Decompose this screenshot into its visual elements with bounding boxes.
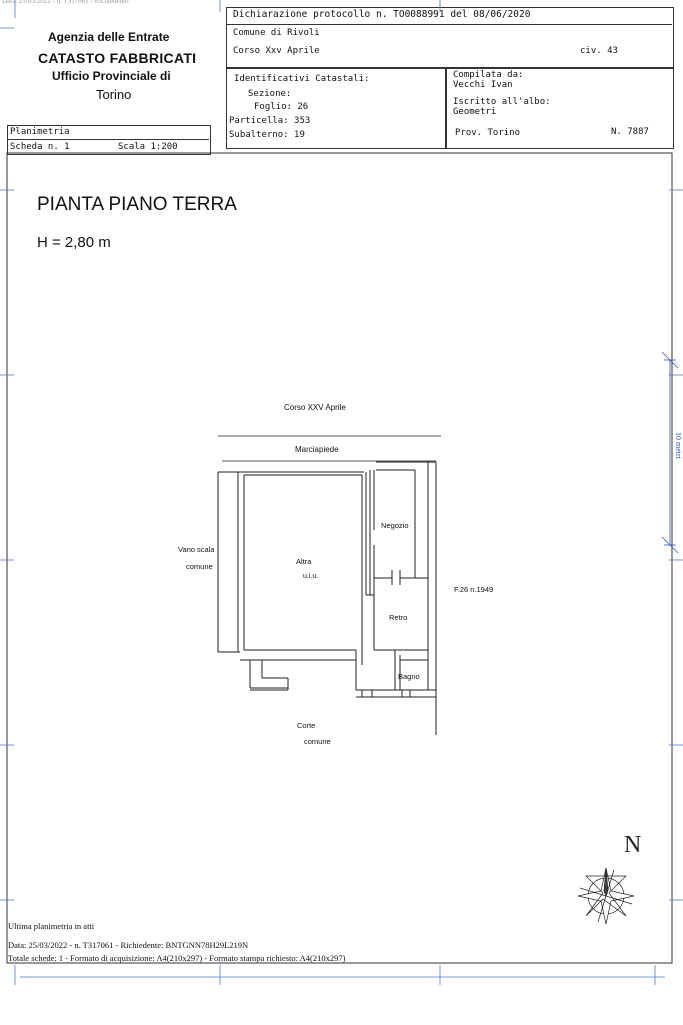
north-label: N	[624, 832, 642, 858]
numero-albo: N. 7887	[611, 127, 649, 137]
provincia: Prov. Torino	[455, 128, 521, 138]
building-walls	[218, 462, 436, 735]
footer-data: Data: 25/03/2022 - n. T317061 - Richiedente: BNTGNN78H29L219N	[8, 940, 249, 950]
comune: Comune di Rivoli	[233, 28, 320, 38]
corte-label: Corte	[297, 721, 316, 730]
compilata-name: Vecchi Ivan	[453, 80, 513, 90]
corte-comune-label: comune	[304, 737, 331, 746]
plan-title: PIANTA PIANO TERRA	[37, 194, 237, 215]
bagno-label: Bagno	[398, 672, 420, 681]
ufficio-torino: Torino	[96, 87, 132, 102]
civico: civ. 43	[580, 46, 618, 56]
scala: Scala 1:200	[118, 142, 178, 152]
retro-label: Retro	[389, 613, 408, 622]
scheda: Scheda n. 1	[10, 142, 70, 152]
footer-totale: Totale schede: 1 - Formato di acquisizione: A4(210x297) - Formato stampa richiesto: A4(210x297)	[8, 953, 346, 963]
albo: Geometri	[453, 107, 497, 117]
ultima-planimetria: Ultima planimetria in atti	[8, 921, 95, 931]
ufficio-provinciale: Ufficio Provinciale di	[52, 69, 171, 83]
planimetria-label: Planimetria	[10, 127, 70, 137]
agency-name: Agenzia delle Entrate	[48, 30, 170, 44]
negozio-label: Negozio	[381, 521, 409, 530]
vano-scala-label: Vano scala	[178, 545, 215, 554]
compass-rose	[578, 868, 634, 924]
street-label: Corso XXV Aprile	[284, 403, 346, 412]
catasto-fabbricati: CATASTO FABBRICATI	[38, 50, 197, 66]
top-strip: Data: 25/03/2022 - n. T317061 - Richiedente:	[2, 0, 130, 5]
drawing-frame	[7, 153, 672, 963]
altra-label: Altra	[296, 557, 312, 566]
sezione: Sezione:	[248, 89, 292, 99]
iscritto-albo: Iscritto all'albo:	[453, 97, 551, 107]
indirizzo: Corso Xxv Aprile	[233, 46, 320, 56]
sidewalk-label: Marciapiede	[295, 445, 339, 454]
foglio-ref-label: F.26 n.1949	[454, 585, 494, 594]
scale-bar-label: 10 metri	[674, 432, 683, 459]
compilata-title: Compilata da:	[453, 70, 524, 80]
dichiarazione: Dichiarazione protocollo n. TO0088991 del 08/06/2020	[233, 9, 531, 20]
subalterno: Subalterno: 19	[229, 130, 305, 140]
vano-scala-comune-label: comune	[186, 562, 213, 571]
plan-height: H = 2,80 m	[37, 234, 111, 251]
foglio: Foglio: 26	[254, 102, 309, 112]
uiu-label: u.i.u.	[303, 573, 319, 580]
particella: Particella: 353	[229, 116, 311, 126]
identificativi-title: Identificativi Catastali:	[234, 74, 370, 84]
